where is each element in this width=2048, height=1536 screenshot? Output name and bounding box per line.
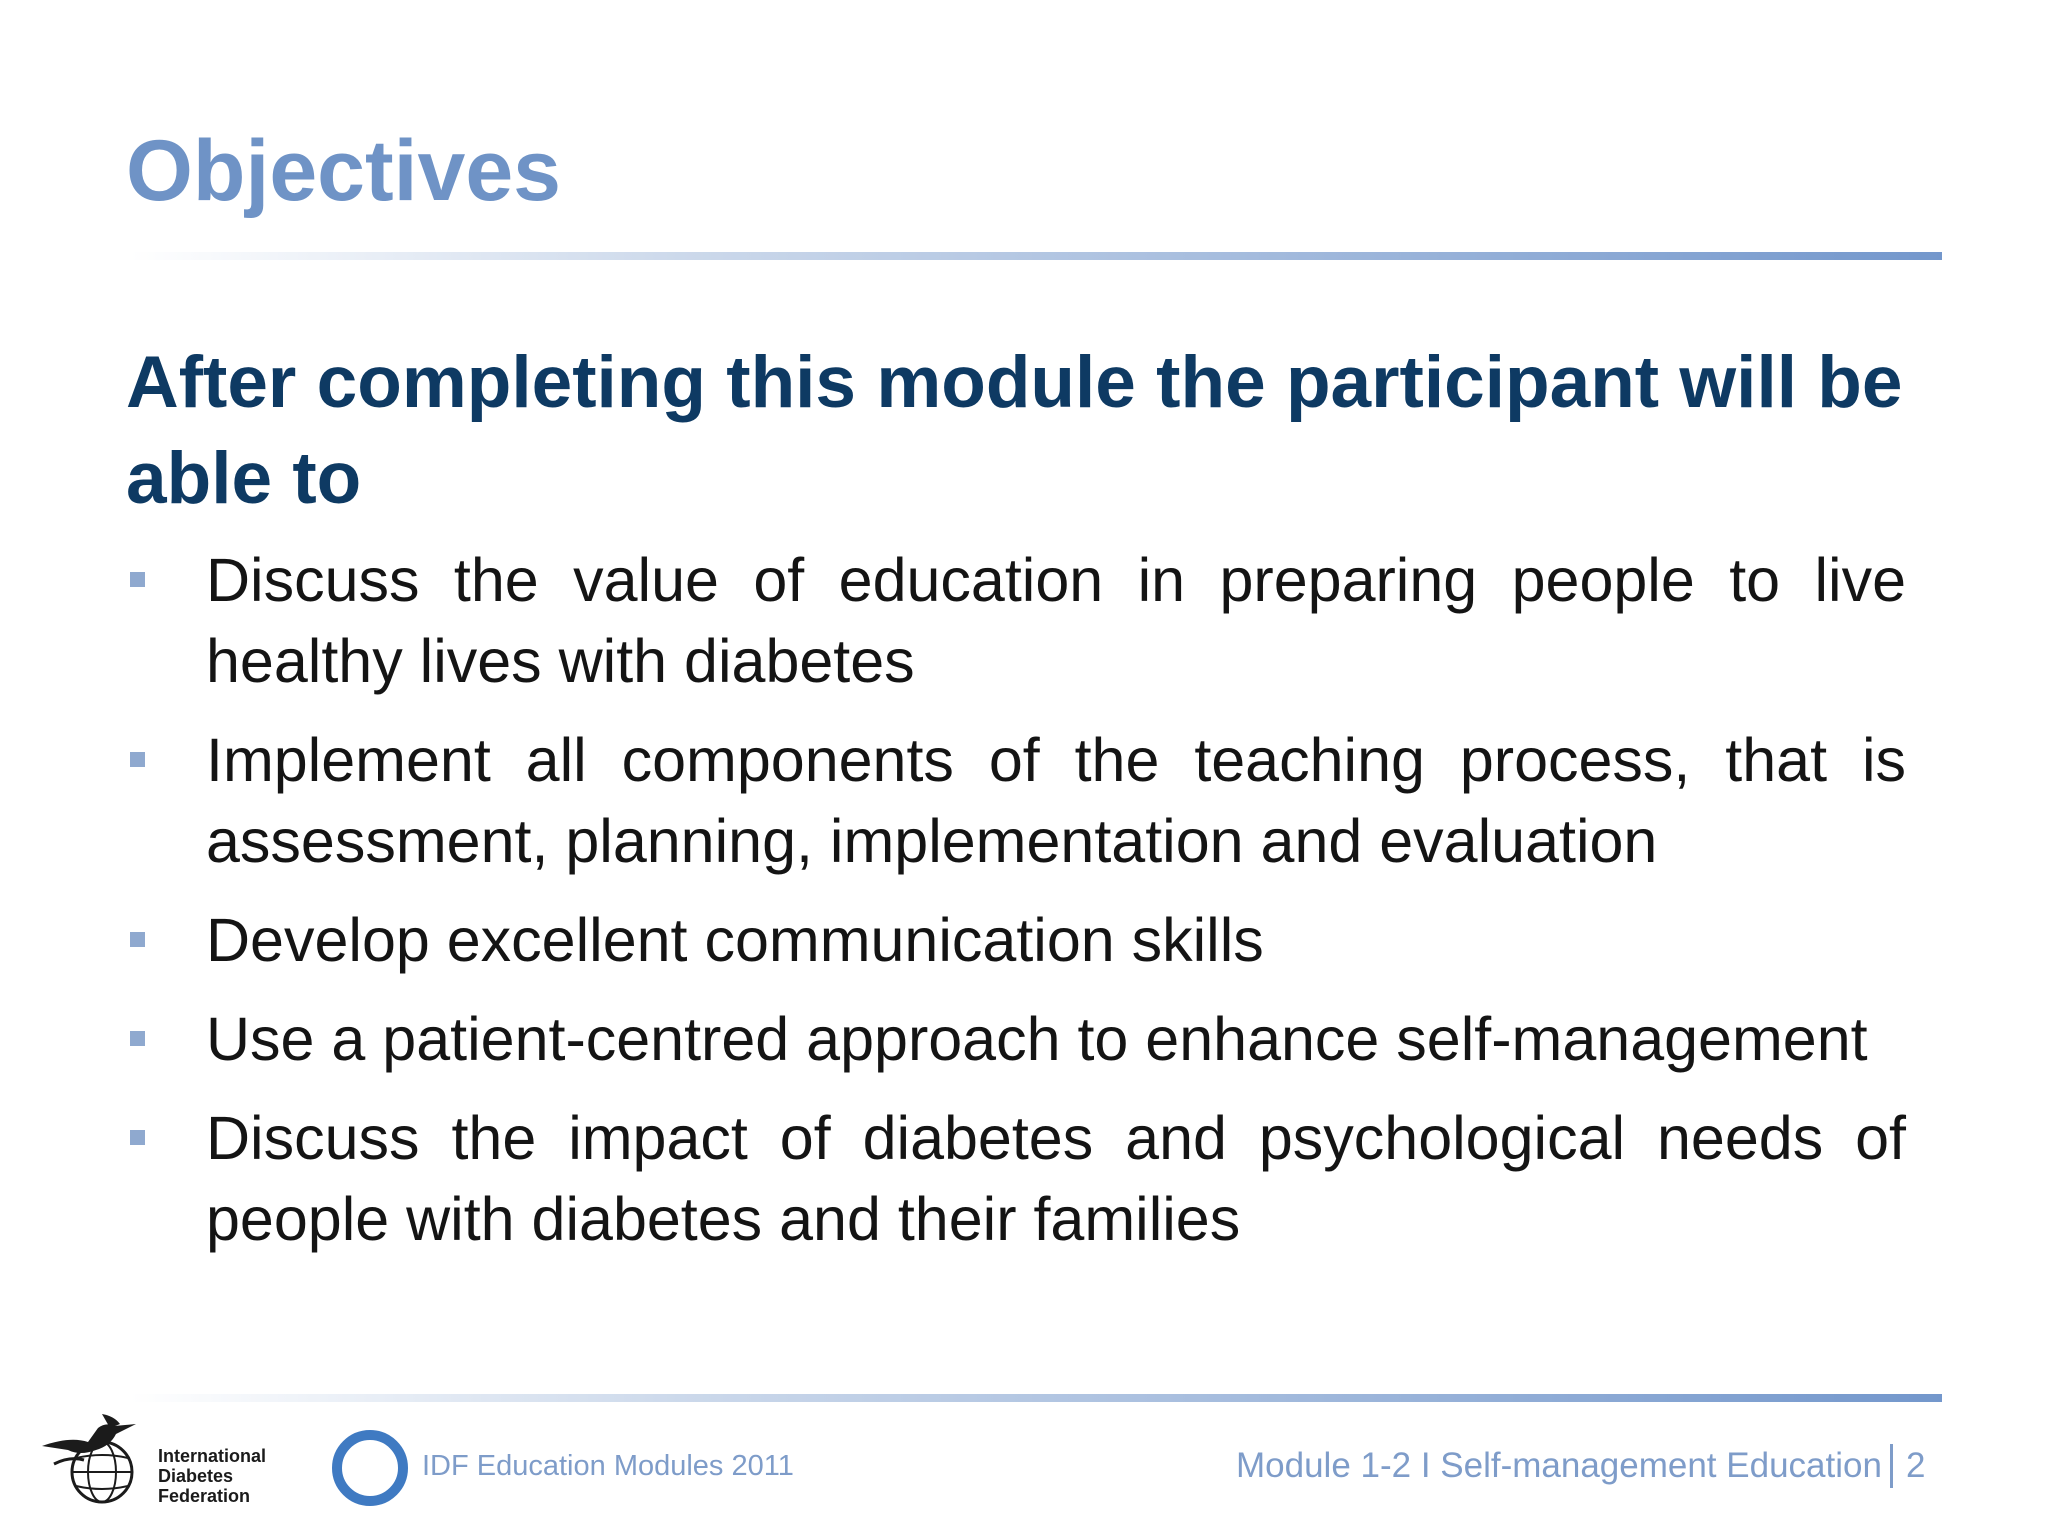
modules-label: IDF Education Modules 2011 <box>422 1450 794 1482</box>
list-item-text: Use a patient-centred approach to enhance self-management <box>206 1005 1868 1073</box>
square-bullet-icon <box>130 752 145 767</box>
list-item-text: Discuss the value of education in preparing people to live healthy lives with diabetes <box>206 546 1906 695</box>
list-item <box>126 1098 1906 1260</box>
list-item <box>126 720 1906 882</box>
title-divider <box>130 252 1942 260</box>
square-bullet-icon <box>130 572 145 587</box>
org-name-line: Diabetes <box>158 1466 234 1486</box>
list-item-text: Develop excellent communication skills <box>206 906 1264 974</box>
org-name-line: International <box>158 1446 267 1466</box>
idf-bird-globe-logo-icon <box>40 1406 150 1516</box>
module-info: Module 1-2 I Self-management Education <box>1236 1446 1882 1485</box>
list-item-text: Implement all components of the teaching process, that is assessment, planning, implementation and evaluation <box>206 726 1906 875</box>
page-number: 2 <box>1906 1446 1926 1485</box>
square-bullet-icon <box>130 932 145 947</box>
objectives-list <box>126 540 1906 1278</box>
square-bullet-icon <box>130 1031 145 1046</box>
blue-ring-icon <box>330 1428 410 1508</box>
slide-title: Objectives <box>126 123 561 219</box>
org-name <box>158 1446 266 1506</box>
list-item <box>126 900 1906 981</box>
slide-footer <box>0 1400 2048 1536</box>
idf-logo <box>40 1406 280 1516</box>
list-item <box>126 540 1906 702</box>
list-item <box>126 999 1906 1080</box>
square-bullet-icon <box>130 1130 145 1145</box>
org-name-line: Federation <box>158 1486 251 1506</box>
intro-heading: After completing this module the participant will be able to <box>126 342 1903 519</box>
list-item-text: Discuss the impact of diabetes and psychological needs of people with diabetes and their families <box>206 1104 1906 1253</box>
page-separator <box>1890 1444 1893 1488</box>
